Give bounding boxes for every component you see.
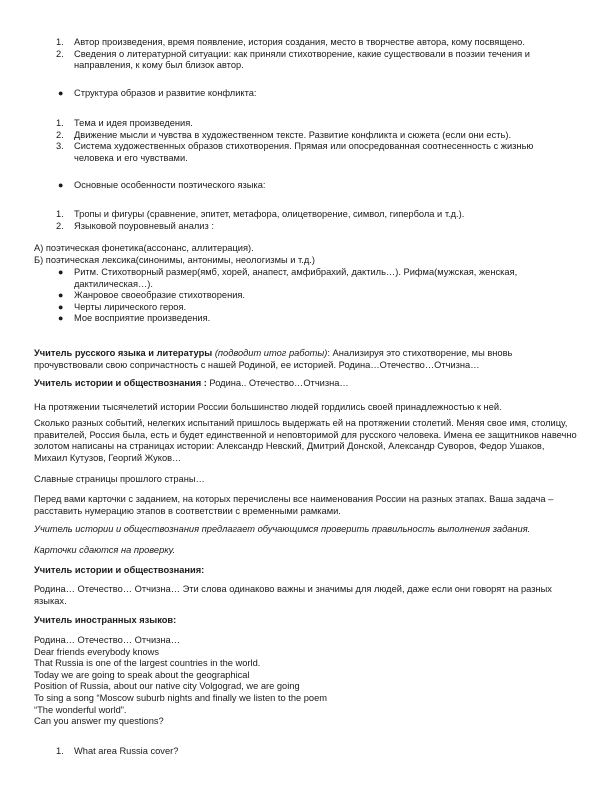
poem-line: To sing a song “Moscow suburb nights and finally we listen to the poem bbox=[34, 692, 328, 703]
poem-line: Dear friends everybody knows bbox=[34, 646, 160, 657]
bullet-icon: ● bbox=[58, 267, 64, 277]
list-item: 1. Тема и идея произведения. bbox=[56, 118, 193, 128]
questions-list bbox=[34, 746, 578, 758]
paragraph-cards-submit: Карточки сдаются на проверку. bbox=[34, 545, 176, 555]
poem-line: Today we are going to speak about the geographical bbox=[34, 669, 250, 680]
poem-line: Position of Russia, about our native city Volgograd, we are going bbox=[34, 681, 300, 692]
list-item: ● Ритм. Стихотворный размер(ямб, хорей, анапест, амфибрахий, дактиль…). Рифма(мужская, женская, дактилическая…). bbox=[58, 267, 518, 289]
list-item: 2. Движение мысли и чувства в художественном тексте. Развитие конфликта и сюжета (если они есть). bbox=[56, 129, 512, 140]
list-item: 2. Языковой поуровневый анализ : bbox=[56, 220, 214, 231]
poem-line: Родина… Отечество… Отчизна… bbox=[34, 635, 181, 645]
language-list bbox=[34, 209, 564, 232]
paragraph-history-intro: Учитель истории и обществознания : Родина.. Отечество…Отчизна… bbox=[34, 378, 349, 388]
poem-line: “The wonderful world”. bbox=[34, 704, 127, 715]
list-item: 3. Система художественных образов стихотворения. Прямая или опосредованная соотнесенность с жизнью человека и его чувствами. bbox=[56, 141, 534, 163]
paragraph-cards-task: Перед вами карточки с заданием, на которых перечислены все наименования России на разных этапах. Ваша задача – расставить нумерацию этапов в соответствии с временными рамками. bbox=[34, 494, 554, 516]
list-item: ● Черты лирического героя. bbox=[58, 301, 187, 312]
paragraph-history-events: Сколько разных событий, нелегких испытаний пришлось выдержать ей на протяжении столетий. Меняя свое имя, столицу, правителей, Россия была, есть и будет единственной и неповторимой для русского человека. Имена ее защитников навечно золотом написаны на страницах истории: Александр Невский, Дмитрий Донской, Александр Суворов, Федор Ушаков, Михаил Кутузов, Георгий Жуков… bbox=[34, 418, 577, 463]
paragraph-literature-summary: Учитель русского языка и литературы (подводит итог работы): Анализируя это стихотворение, мы вновь прочувствовали свою сопричастность с нашей Родиной, ее историей. Родина…Отечество…Отчизна… bbox=[34, 348, 513, 370]
list-item: 1. Автор произведения, время появление, история создания, место в творчестве автора, кому посвящено. bbox=[56, 37, 525, 47]
paragraph-history-pride: На протяжении тысячелетий истории России большинство людей гордились своей принадлежностью к ней. bbox=[34, 402, 502, 412]
paragraph-check-task: Учитель истории и обществознания предлагает обучающимся проверить правильность выполнения задания. bbox=[34, 524, 531, 534]
structure-list bbox=[34, 118, 564, 164]
bullet-language: ● Основные особенности поэтического языка: bbox=[58, 180, 266, 190]
bullet-icon: ● bbox=[58, 180, 64, 190]
bullet-icon: ● bbox=[58, 88, 64, 98]
bullet-icon: ● bbox=[58, 313, 64, 324]
phonetics-line: А) поэтическая фонетика(ассонанс, аллитерация). bbox=[34, 243, 254, 253]
poem-line: That Russia is one of the largest countries in the world. bbox=[34, 658, 261, 669]
bullet-icon: ● bbox=[58, 290, 64, 301]
list-item: 2. Сведения о литературной ситуации: как приняли стихотворение, какие существовали в поэзии течения и направления, к кому был близок автор. bbox=[56, 48, 530, 71]
paragraph-words-meaning: Родина… Отечество… Отчизна… Эти слова одинаково важны и значимы для людей, даже если они говорят на разных языках. bbox=[34, 584, 552, 606]
list-item: ● Мое восприятие произведения. bbox=[58, 313, 211, 324]
paragraph-glorious-pages: Славные страницы прошлого страны… bbox=[34, 474, 205, 484]
source-info-list bbox=[34, 37, 564, 72]
bullet-structure: ● Структура образов и развитие конфликта: bbox=[58, 88, 257, 98]
heading-history-teacher: Учитель истории и обществознания: bbox=[34, 565, 205, 575]
heading-foreign-teacher: Учитель иностранных языков: bbox=[34, 615, 177, 625]
poem-block bbox=[34, 635, 578, 728]
analysis-bullets bbox=[34, 267, 564, 325]
bullet-icon: ● bbox=[58, 301, 64, 312]
list-item: 1. What area Russia cover? bbox=[56, 746, 179, 756]
list-item: ● Жанровое своеобразие стихотворения. bbox=[58, 290, 246, 301]
poem-line: Can you answer my questions? bbox=[34, 716, 164, 727]
lexics-line: Б) поэтическая лексика(синонимы, антонимы, неологизмы и т.д.) bbox=[34, 255, 315, 265]
list-item: 1. Тропы и фигуры (сравнение, эпитет, метафора, олицетворение, символ, гипербола и т.д.). bbox=[56, 209, 465, 219]
